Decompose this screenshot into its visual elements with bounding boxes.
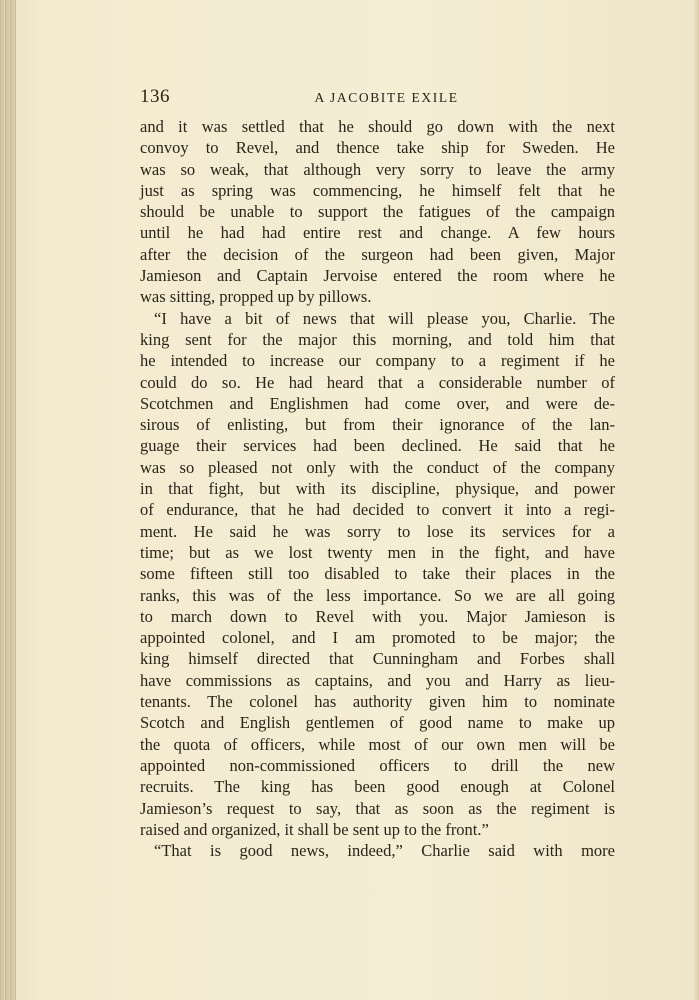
- text-line: Scotchmen and Englishmen had come over, and were de-: [140, 393, 615, 413]
- text-line: some fifteen still too disabled to take their places in the: [140, 564, 615, 584]
- text-line: sirous of enlisting, but from their ignorance of the lan-: [140, 415, 615, 435]
- text-line: tenants. The colonel has authority given him to nominate: [140, 692, 615, 712]
- text-line: king sent for the major this morning, and told him that: [140, 329, 615, 349]
- text-line: ment. He said he was sorry to lose its services for a: [140, 521, 615, 541]
- text-line: ranks, this was of the less importance. So we are all going: [140, 585, 615, 605]
- body-text: [140, 116, 615, 861]
- text-line: after the decision of the surgeon had been given, Major: [140, 244, 615, 264]
- text-line: he intended to increase our company to a regiment if he: [140, 351, 615, 371]
- text-line: Jamieson’s request to say, that as soon as the regiment is: [140, 798, 615, 818]
- text-line: appointed non-commissioned officers to drill the new: [140, 755, 615, 775]
- text-line: time; but as we lost twenty men in the fight, and have: [140, 542, 615, 562]
- page-right-edge: [693, 0, 699, 1000]
- text-line: could do so. He had heard that a considerable number of: [140, 372, 615, 392]
- text-line: Scotch and English gentlemen of good name to make up: [140, 713, 615, 733]
- text-line: have commissions as captains, and you and Harry as lieu-: [140, 670, 615, 690]
- text-line: king himself directed that Cunningham and Forbes shall: [140, 649, 615, 669]
- text-line: “I have a bit of news that will please you, Charlie. The: [154, 308, 615, 328]
- page-spine-edge: [0, 0, 16, 1000]
- text-line: the quota of officers, while most of our own men will be: [140, 734, 615, 754]
- text-line: raised and organized, it shall be sent up to the front.”: [140, 819, 489, 839]
- text-line: guage their services had been declined. He said that he: [140, 436, 615, 456]
- text-line: was sitting, propped up by pillows.: [140, 287, 372, 307]
- text-line: convoy to Revel, and thence take ship for Sweden. He: [140, 138, 615, 158]
- text-line: was so weak, that although very sorry to leave the army: [140, 159, 615, 179]
- page-number: 136: [140, 86, 170, 107]
- page-header: [140, 86, 615, 110]
- text-line: of endurance, that he had decided to convert it into a regi-: [140, 500, 615, 520]
- text-line: appointed colonel, and I am promoted to be major; the: [140, 628, 615, 648]
- text-line: to march down to Revel with you. Major Jamieson is: [140, 606, 615, 626]
- text-line: recruits. The king has been good enough at Colonel: [140, 777, 615, 797]
- text-line: “That is good news, indeed,” Charlie said with more: [154, 841, 615, 861]
- text-line: and it was settled that he should go down with the next: [140, 117, 615, 136]
- text-line: until he had had entire rest and change. A few hours: [140, 223, 615, 243]
- text-line: Jamieson and Captain Jervoise entered the room where he: [140, 266, 615, 286]
- running-head: A JACOBITE EXILE: [314, 90, 459, 105]
- text-line: was so pleased not only with the conduct of the company: [140, 457, 615, 477]
- text-line: should be unable to support the fatigues of the campaign: [140, 202, 615, 222]
- text-line: just as spring was commencing, he himself felt that he: [140, 180, 615, 200]
- text-line: in that fight, but with its discipline, physique, and power: [140, 479, 615, 499]
